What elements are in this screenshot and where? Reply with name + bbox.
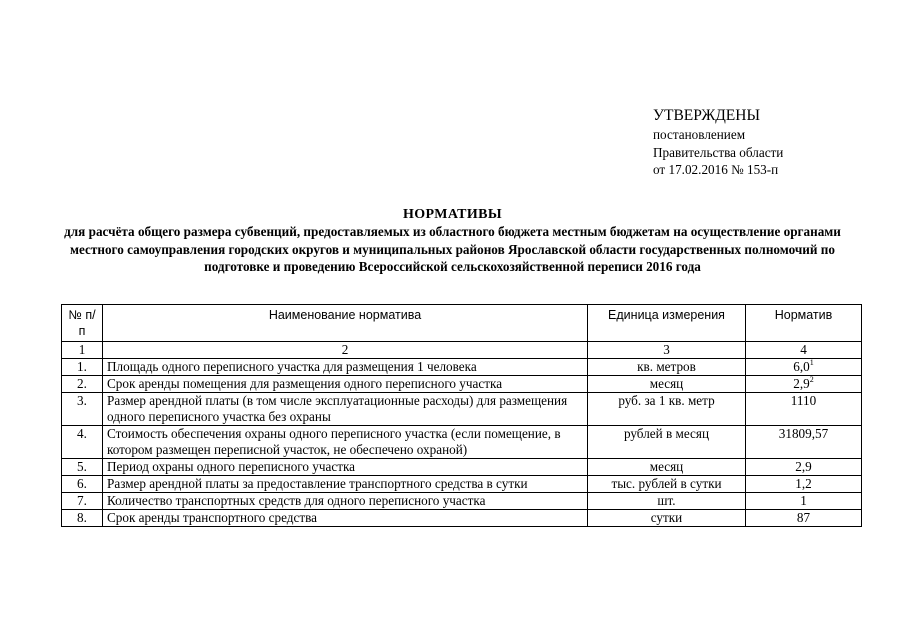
- header-value: Норматив: [746, 305, 862, 342]
- row-value: [746, 359, 862, 376]
- row-num: 2.: [62, 376, 103, 393]
- row-num: 8.: [62, 510, 103, 527]
- approval-line: постановлением: [653, 127, 746, 142]
- column-number-row: [62, 342, 862, 359]
- approval-title: УТВЕРЖДЕНЫ: [653, 107, 760, 124]
- column-number: 4: [746, 342, 862, 359]
- footnote-mark: 1: [809, 358, 814, 367]
- row-value-text: 6,0: [793, 359, 810, 374]
- row-name: Период охраны одного переписного участка: [103, 459, 588, 476]
- norms-table: [61, 304, 862, 527]
- row-value: [746, 376, 862, 393]
- table-row: [62, 359, 862, 376]
- row-name: Размер арендной платы (в том числе эксплуатационные расходы) для размещения одного переписного участка без охраны: [103, 393, 588, 426]
- row-value: 1,2: [746, 476, 862, 493]
- row-name: Размер арендной платы за предоставление транспортного средства в сутки: [103, 476, 588, 493]
- footnote-mark: 2: [809, 375, 814, 384]
- row-name: Площадь одного переписного участка для размещения 1 человека: [103, 359, 588, 376]
- table-row: [62, 493, 862, 510]
- table-row: [62, 476, 862, 493]
- row-unit: месяц: [588, 376, 746, 393]
- approval-date: от 17.02.2016 № 153-п: [653, 162, 779, 177]
- column-number: 2: [103, 342, 588, 359]
- row-unit: рублей в месяц: [588, 426, 746, 459]
- row-name: Срок аренды помещения для размещения одного переписного участка: [103, 376, 588, 393]
- header-num: № п/п: [62, 305, 103, 342]
- row-num: 7.: [62, 493, 103, 510]
- document-subtitle: для расчёта общего размера субвенций, предоставляемых из областного бюджета местным бюджетам на осуществление органами местного самоуправления городских округов и муниципальных районов Ярославской области государственных полномочий по подготовке и проведению Всероссийской сельскохозяйственной переписи 2016 года: [64, 224, 841, 274]
- row-num: 1.: [62, 359, 103, 376]
- row-unit: шт.: [588, 493, 746, 510]
- header-unit: Единица измерения: [588, 305, 746, 342]
- column-number: 3: [588, 342, 746, 359]
- row-num: 4.: [62, 426, 103, 459]
- row-unit: руб. за 1 кв. метр: [588, 393, 746, 426]
- row-value: 2,9: [746, 459, 862, 476]
- row-unit: сутки: [588, 510, 746, 527]
- row-value: 87: [746, 510, 862, 527]
- table-row: [62, 459, 862, 476]
- row-value: 1110: [746, 393, 862, 426]
- row-unit: кв. метров: [588, 359, 746, 376]
- row-unit: тыс. рублей в сутки: [588, 476, 746, 493]
- approval-block: [653, 106, 893, 179]
- row-value-text: 2,9: [793, 376, 810, 391]
- row-unit: месяц: [588, 459, 746, 476]
- row-name: Срок аренды транспортного средства: [103, 510, 588, 527]
- row-name: Стоимость обеспечения охраны одного переписного участка (если помещение, в котором размещен переписной участок, не обеспечено охраной): [103, 426, 588, 459]
- table-row: [62, 376, 862, 393]
- row-value: 31809,57: [746, 426, 862, 459]
- table-row: [62, 510, 862, 527]
- row-num: 3.: [62, 393, 103, 426]
- approval-line: Правительства области: [653, 144, 784, 160]
- header-name: Наименование норматива: [103, 305, 588, 342]
- document-heading: [40, 207, 865, 276]
- table-row: [62, 393, 862, 426]
- row-num: 6.: [62, 476, 103, 493]
- row-value: 1: [746, 493, 862, 510]
- row-name: Количество транспортных средств для одного переписного участка: [103, 493, 588, 510]
- table-row: [62, 426, 862, 459]
- table-header-row: [62, 305, 862, 342]
- column-number: 1: [62, 342, 103, 359]
- document-title: НОРМАТИВЫ: [402, 207, 503, 222]
- row-num: 5.: [62, 459, 103, 476]
